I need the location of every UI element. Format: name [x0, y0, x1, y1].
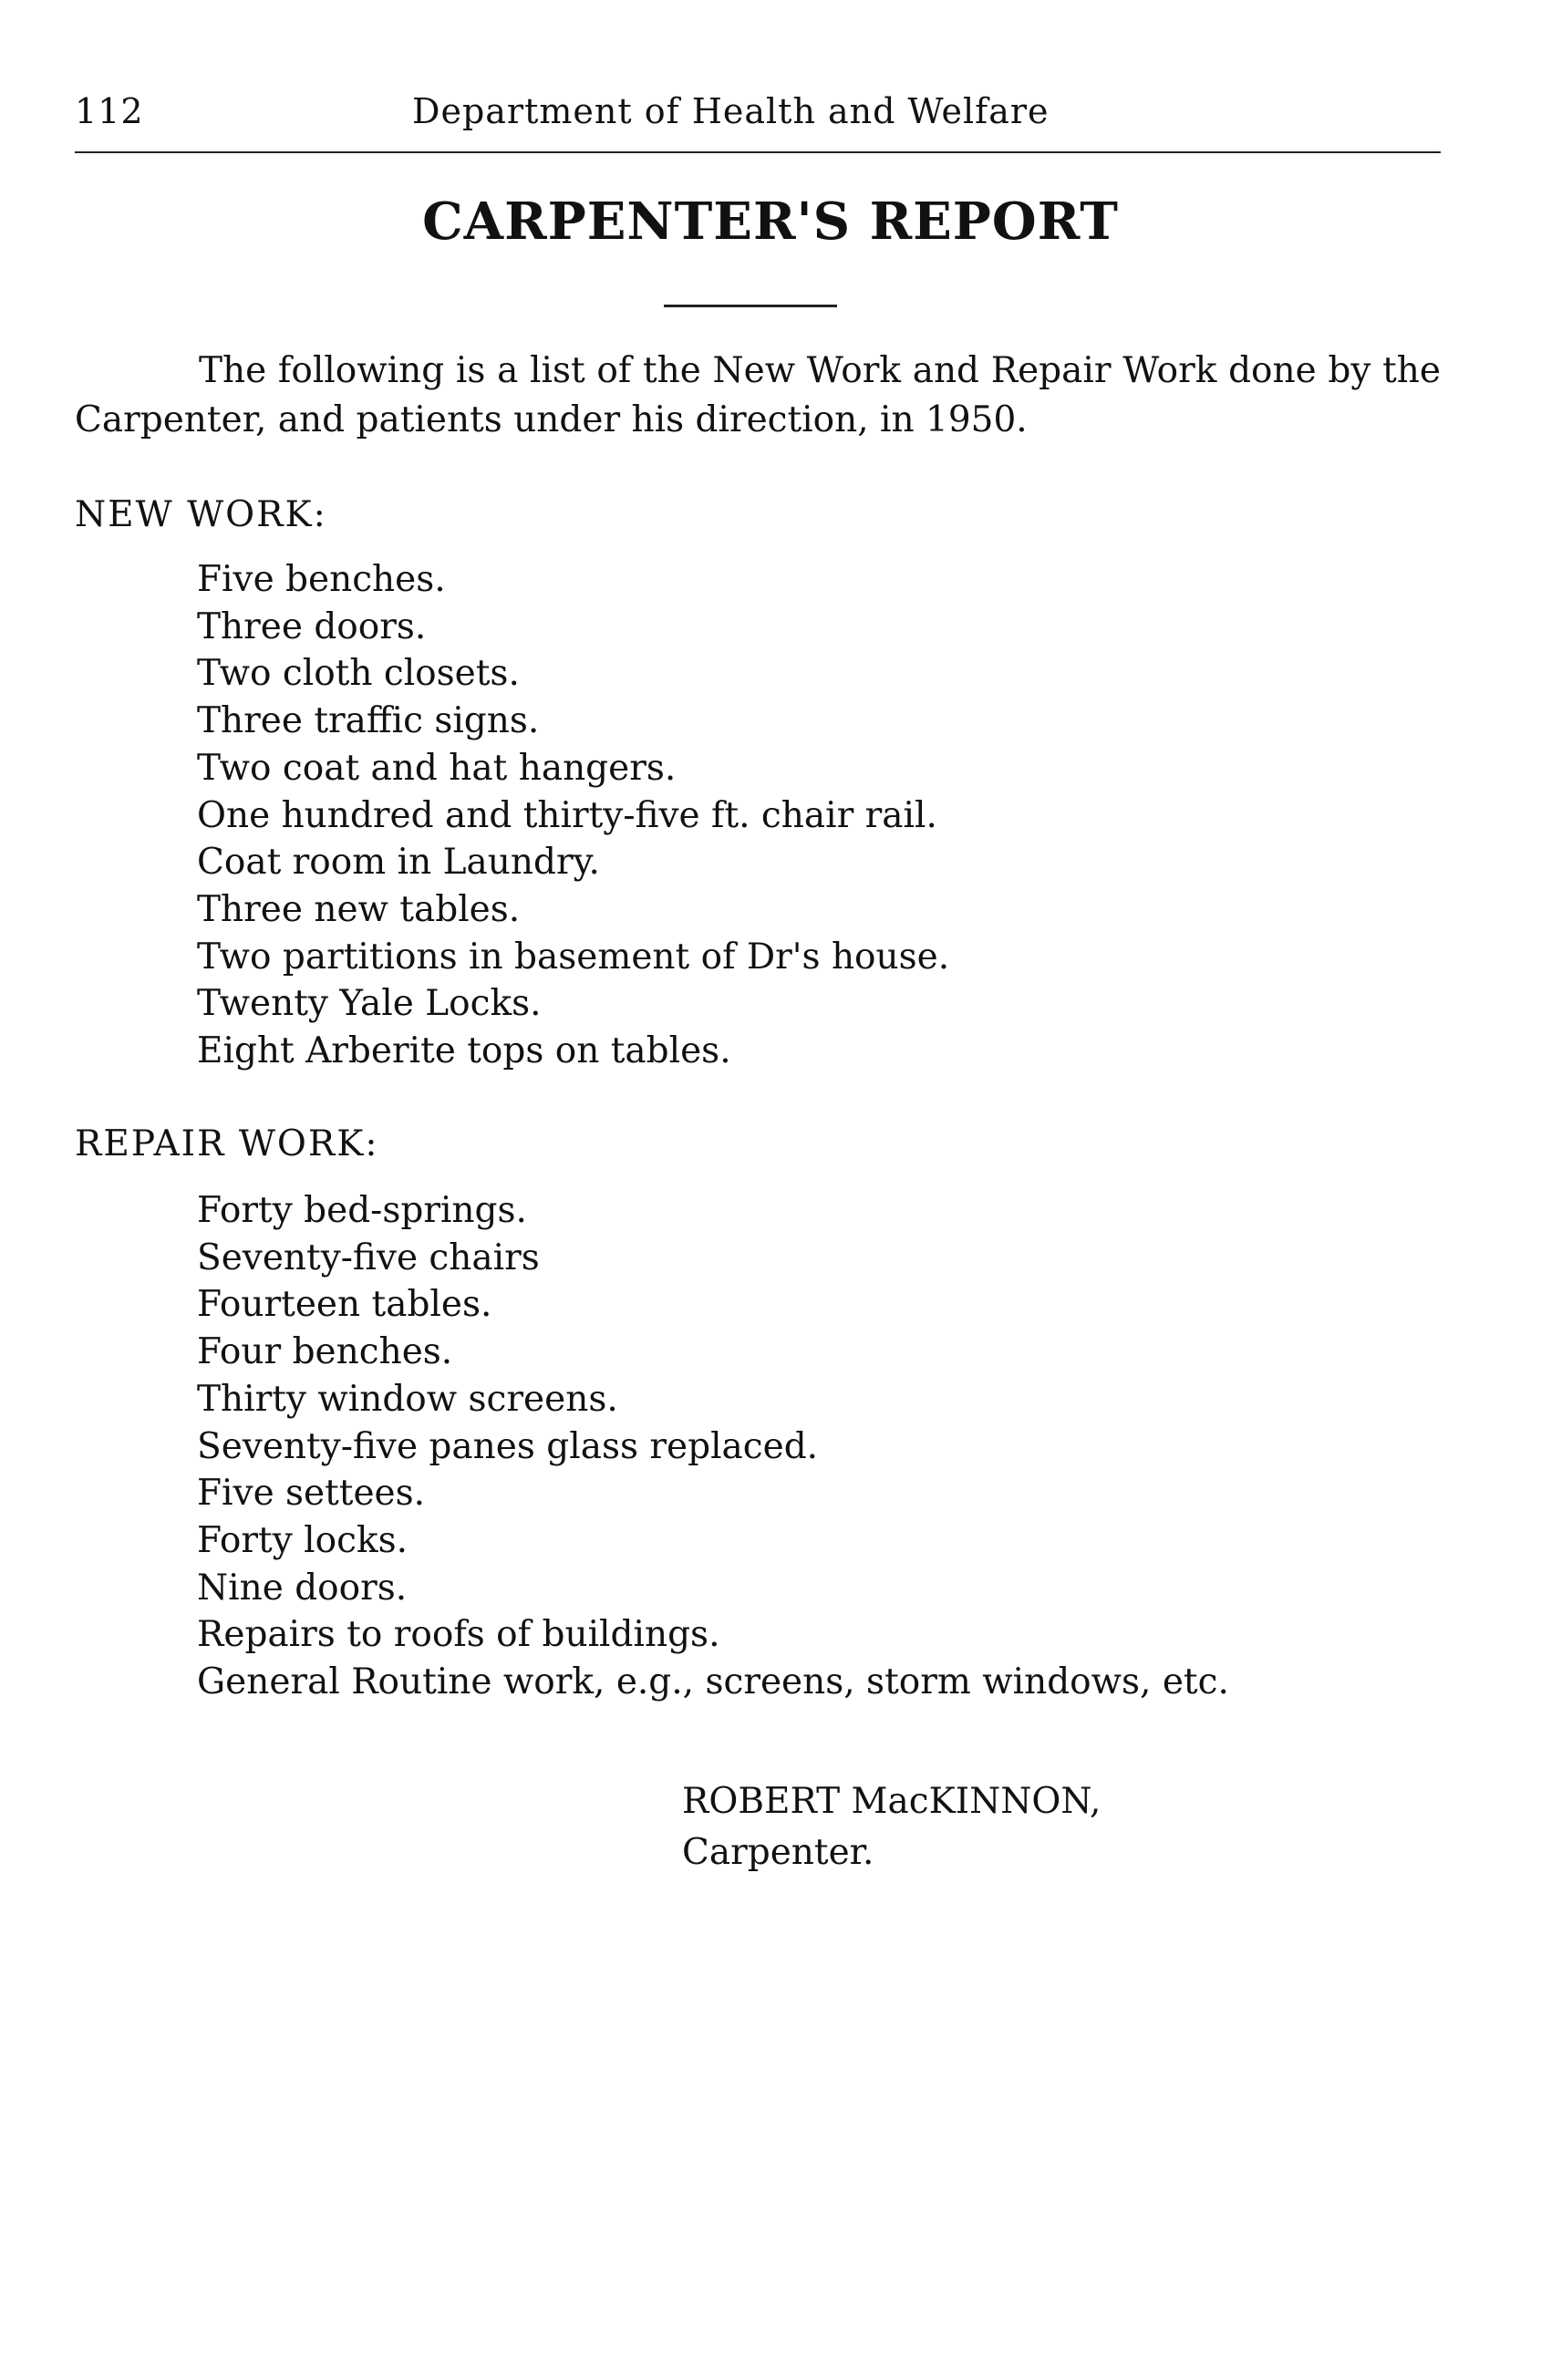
signature-role: Carpenter. [682, 1832, 874, 1873]
list-item: Repairs to roofs of buildings. [197, 1614, 720, 1656]
list-item: Three traffic signs. [197, 700, 540, 742]
list-item: Thirty window screens. [197, 1378, 618, 1420]
list-item: Two coat and hat hangers. [197, 747, 677, 789]
new-work-heading: NEW WORK: [75, 494, 327, 535]
title-rule [664, 305, 837, 307]
list-item: Nine doors. [197, 1567, 408, 1609]
list-item: Five settees. [197, 1473, 426, 1515]
new-work-list [197, 556, 949, 1075]
list-item: Three new tables. [197, 888, 521, 930]
list-item: Twenty Yale Locks. [197, 983, 542, 1025]
running-title: Department of Health and Welfare [412, 91, 1050, 131]
repair-work-list [197, 1187, 1229, 1706]
page-header [75, 91, 1441, 150]
list-item: Eight Arberite tops on tables. [197, 1030, 731, 1072]
page-number: 112 [75, 91, 144, 131]
report-title: CARPENTER'S REPORT [422, 191, 1119, 252]
list-item: Two partitions in basement of Dr's house. [197, 936, 950, 978]
list-item: Fourteen tables. [197, 1284, 492, 1326]
repair-work-heading: REPAIR WORK: [75, 1123, 379, 1164]
list-item: One hundred and thirty-five ft. chair rail. [197, 794, 937, 836]
header-rule [75, 151, 1441, 153]
list-item: Seventy-five panes glass replaced. [197, 1425, 819, 1467]
intro-paragraph: The following is a list of the New Work and Repair Work done by the Carpenter, and patients under his direction, in 1950. [75, 350, 1441, 440]
list-item: Two cloth closets. [197, 653, 520, 695]
list-item: Forty locks. [197, 1519, 408, 1561]
signature-name: ROBERT MacKINNON, [682, 1781, 1101, 1822]
list-item: Seventy-five chairs [197, 1237, 540, 1278]
list-item: General Routine work, e.g., screens, storm windows, etc. [197, 1661, 1229, 1703]
list-item: Forty bed-springs. [197, 1190, 527, 1231]
signature-block [682, 1776, 1101, 1878]
list-item: Three doors. [197, 605, 427, 647]
list-item: Four benches. [197, 1331, 453, 1373]
list-item: Five benches. [197, 559, 446, 600]
list-item: Coat room in Laundry. [197, 842, 600, 884]
